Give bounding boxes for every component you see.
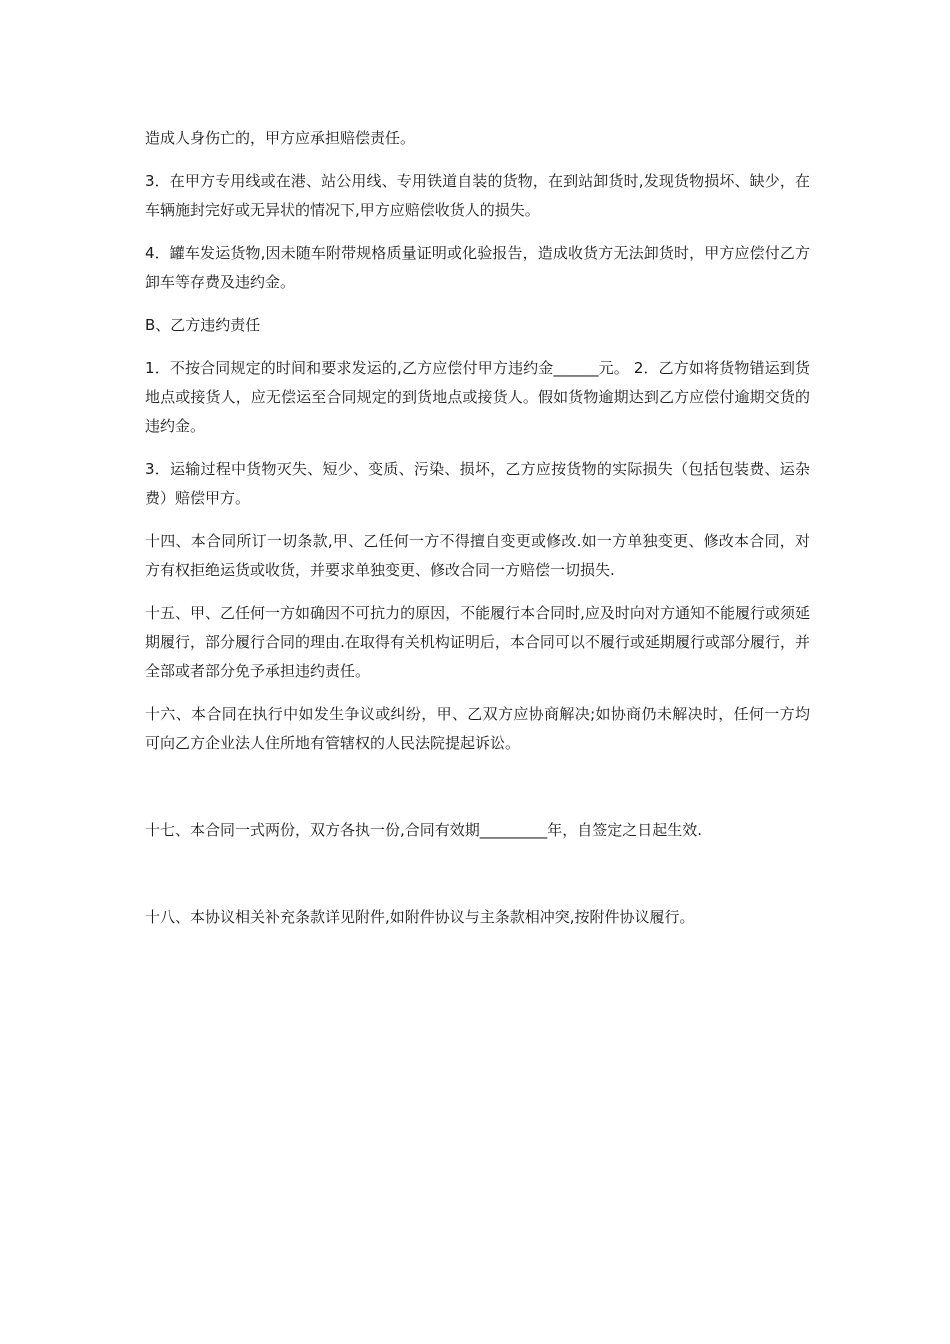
- paragraph-clause-3-transport-loss: 3．运输过程中货物灭失、短少、变质、污染、损坏，乙方应按货物的实际损失（包括包装费、运杂费）赔偿甲方。: [145, 460, 810, 507]
- section-heading-party-b-liability: B、乙方违约责任: [145, 316, 261, 334]
- paragraph-article-16: 十六、本合同在执行中如发生争议或纠纷，甲、乙双方应协商解决;如协商仍未解决时，任何一方均可向乙方企业法人住所地有管辖权的人民法院提起诉讼。: [145, 705, 810, 752]
- paragraph-article-14: 十四、本合同所订一切条款,甲、乙任何一方不得擅自变更或修改.如一方单独变更、修改本合同，对方有权拒绝运货或收货，并要求单独变更、修改合同一方赔偿一切损失.: [145, 532, 810, 579]
- paragraph-clause-1-2-delivery: 1．不按合同规定的时间和要求发运的,乙方应偿付甲方违约金______元。 2．乙方如将货物错运到货地点或接货人，应无偿运至合同规定的到货地点或接货人。假如货物逾期达到乙方应偿付逾期交货的违约金。: [145, 359, 810, 435]
- paragraph-clause-4-tank-car: 4．罐车发运货物,因未随车附带规格质量证明或化验报告，造成收货方无法卸货时，甲方应偿付乙方卸车等存费及违约金。: [145, 244, 810, 291]
- document-body: [145, 124, 810, 946]
- paragraph-clause-3-self-loading: 3．在甲方专用线或在港、站公用线、专用铁道自装的货物，在到站卸货时,发现货物损坏、缺少，在车辆施封完好或无异状的情况下,甲方应赔偿收货人的损失。: [145, 172, 810, 219]
- paragraph-article-15: 十五、甲、乙任何一方如确因不可抗力的原因，不能履行本合同时,应及时向对方通知不能履行或须延期履行，部分履行合同的理由.在取得有关机构证明后，本合同可以不履行或延期履行或部分履行，并全部或者部分免予承担违约责任。: [145, 604, 810, 680]
- paragraph-liability-injury: 造成人身伤亡的，甲方应承担赔偿责任。: [145, 129, 416, 147]
- paragraph-article-18: 十八、本协议相关补充条款详见附件,如附件协议与主条款相冲突,按附件协议履行。: [145, 908, 695, 926]
- paragraph-article-17: 十七、本合同一式两份，双方各执一份,合同有效期_________年，自签定之日起生效.: [145, 821, 703, 839]
